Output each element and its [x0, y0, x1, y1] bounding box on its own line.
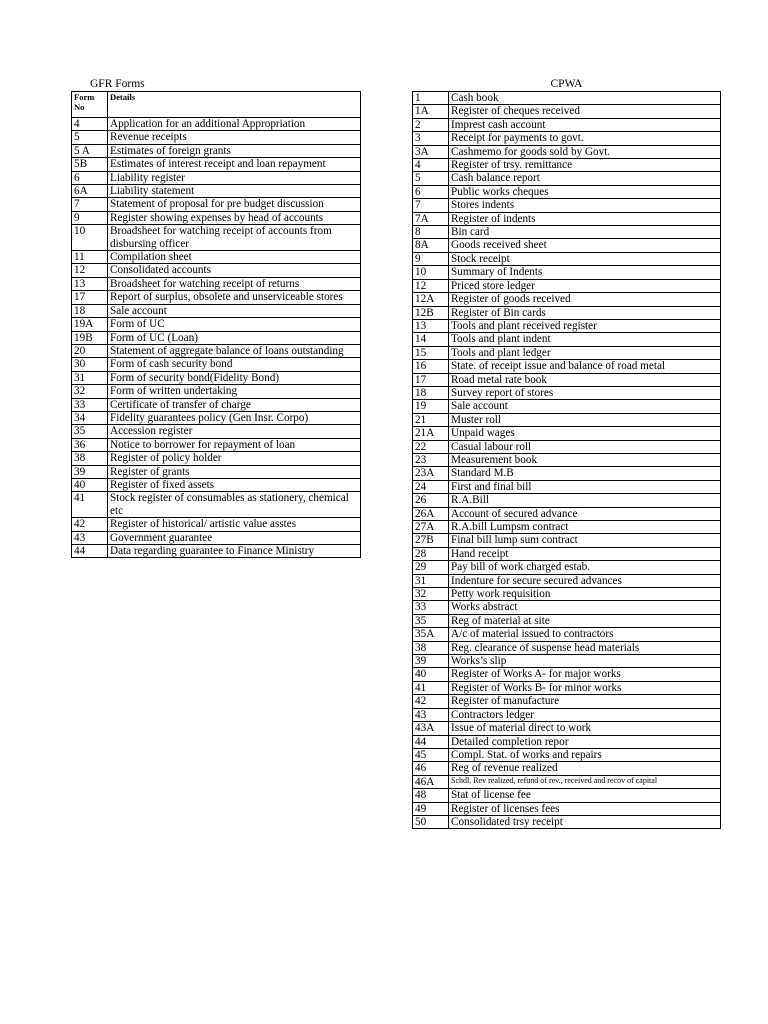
gfr-forms-section	[71, 78, 361, 558]
table-row	[72, 118, 361, 131]
table-row	[72, 385, 361, 398]
form-details-cell: Form of UC (Loan)	[108, 331, 361, 344]
form-number-cell: 16	[413, 360, 449, 373]
form-number-cell: 15	[413, 346, 449, 359]
form-details-cell: Account of secured advance	[449, 507, 721, 520]
gfr-forms-title: GFR Forms	[90, 78, 145, 90]
form-details-cell: Works’s slip	[449, 655, 721, 668]
form-number-cell: 43	[72, 531, 108, 544]
form-number-cell: 5B	[72, 158, 108, 171]
table-header-row	[72, 92, 361, 118]
form-number-cell: 39	[72, 465, 108, 478]
form-number-cell: 32	[72, 385, 108, 398]
form-details-cell: Application for an additional Appropriation	[108, 118, 361, 131]
form-number-cell: 21	[413, 413, 449, 426]
form-details-cell: Reg of revenue realized	[449, 762, 721, 775]
form-no-header: Form No	[72, 92, 108, 118]
table-row	[413, 453, 721, 466]
form-details-cell: R.A.bill Lumpsm contract	[449, 521, 721, 534]
table-row	[413, 360, 721, 373]
table-row	[72, 425, 361, 438]
table-row	[72, 438, 361, 451]
table-row	[413, 199, 721, 212]
table-row	[413, 373, 721, 386]
form-details-cell: Estimates of interest receipt and loan repayment	[108, 158, 361, 171]
form-details-cell: Liability statement	[108, 185, 361, 198]
table-row	[72, 291, 361, 304]
form-details-cell: Accession register	[108, 425, 361, 438]
form-details-cell: Receipt for payments to govt.	[449, 132, 721, 145]
form-number-cell: 8	[413, 226, 449, 239]
table-row	[72, 371, 361, 384]
form-number-cell: 17	[72, 291, 108, 304]
form-number-cell: 48	[413, 789, 449, 802]
form-details-cell: Broadsheet for watching receipt of returns	[108, 277, 361, 290]
form-number-cell: 24	[413, 480, 449, 493]
table-row	[413, 105, 721, 118]
form-number-cell: 33	[72, 398, 108, 411]
form-details-cell: Register of Works A- for major works	[449, 668, 721, 681]
form-number-cell: 12	[413, 279, 449, 292]
form-details-cell: Estimates of foreign grants	[108, 144, 361, 157]
form-number-cell: 9	[72, 211, 108, 224]
form-number-cell: 23A	[413, 467, 449, 480]
form-details-cell: A/c of material issued to contractors	[449, 628, 721, 641]
form-details-cell: Hand receipt	[449, 547, 721, 560]
table-row	[72, 465, 361, 478]
form-number-cell: 26	[413, 494, 449, 507]
form-details-cell: Petty work requisition	[449, 588, 721, 601]
table-row	[413, 172, 721, 185]
form-number-cell: 4	[413, 159, 449, 172]
form-number-cell: 35	[413, 614, 449, 627]
form-details-cell: Data regarding guarantee to Finance Ministry	[108, 545, 361, 558]
form-details-cell: Revenue receipts	[108, 131, 361, 144]
form-number-cell: 32	[413, 588, 449, 601]
form-details-cell: Stat of license fee	[449, 789, 721, 802]
table-row	[413, 346, 721, 359]
form-details-cell: Certificate of transfer of charge	[108, 398, 361, 411]
form-details-cell: Stock receipt	[449, 252, 721, 265]
table-row	[413, 467, 721, 480]
form-details-cell: Summary of Indents	[449, 266, 721, 279]
form-number-cell: 29	[413, 561, 449, 574]
form-number-cell: 10	[72, 225, 108, 251]
form-details-cell: Bin card	[449, 226, 721, 239]
form-details-cell: Compl. Stat. of works and repairs	[449, 748, 721, 761]
table-row	[413, 641, 721, 654]
form-number-cell: 43A	[413, 722, 449, 735]
form-number-cell: 23	[413, 453, 449, 466]
table-row	[72, 398, 361, 411]
form-number-cell: 50	[413, 815, 449, 828]
form-number-cell: 45	[413, 748, 449, 761]
form-details-cell: Pay bill of work charged estab.	[449, 561, 721, 574]
table-row	[413, 400, 721, 413]
form-number-cell: 3A	[413, 145, 449, 158]
table-row	[413, 185, 721, 198]
form-number-cell: 44	[413, 735, 449, 748]
form-number-cell: 7	[413, 199, 449, 212]
table-row	[413, 306, 721, 319]
form-number-cell: 42	[413, 695, 449, 708]
table-row	[72, 171, 361, 184]
table-row	[413, 561, 721, 574]
form-details-cell: Reg. clearance of suspense head materials	[449, 641, 721, 654]
form-number-cell: 49	[413, 802, 449, 815]
table-row	[72, 264, 361, 277]
table-row	[413, 118, 721, 131]
table-row	[413, 507, 721, 520]
table-row	[413, 802, 721, 815]
table-row	[413, 427, 721, 440]
table-row	[413, 159, 721, 172]
form-number-cell: 43	[413, 708, 449, 721]
form-number-cell: 27B	[413, 534, 449, 547]
form-details-cell: Consolidated trsy receipt	[449, 815, 721, 828]
table-row	[72, 304, 361, 317]
details-header: Details	[108, 92, 361, 118]
table-row	[72, 158, 361, 171]
table-row	[413, 815, 721, 828]
form-number-cell: 18	[413, 386, 449, 399]
table-row	[72, 131, 361, 144]
form-number-cell: 46	[413, 762, 449, 775]
form-number-cell: 38	[72, 452, 108, 465]
form-details-cell: Public works cheques	[449, 185, 721, 198]
form-details-cell: Statement of aggregate balance of loans outstanding	[108, 344, 361, 357]
form-number-cell: 33	[413, 601, 449, 614]
form-details-cell: Survey report of stores	[449, 386, 721, 399]
form-details-cell: Notice to borrower for repayment of loan	[108, 438, 361, 451]
table-row	[413, 628, 721, 641]
form-details-cell: Broadsheet for watching receipt of accounts from disbursing officer	[108, 225, 361, 251]
form-details-cell: Unpaid wages	[449, 427, 721, 440]
form-details-cell: Final bill lump sum contract	[449, 534, 721, 547]
table-row	[413, 655, 721, 668]
form-number-cell: 14	[413, 333, 449, 346]
table-row	[72, 251, 361, 264]
form-number-cell: 36	[72, 438, 108, 451]
table-row	[413, 708, 721, 721]
table-row	[72, 185, 361, 198]
table-row	[72, 198, 361, 211]
table-row	[413, 588, 721, 601]
form-number-cell: 44	[72, 545, 108, 558]
form-details-cell: Sale account	[108, 304, 361, 317]
table-row	[413, 293, 721, 306]
table-row	[72, 331, 361, 344]
form-number-cell: 35	[72, 425, 108, 438]
form-details-cell: Issue of material direct to work	[449, 722, 721, 735]
table-row	[72, 411, 361, 424]
form-details-cell: Muster roll	[449, 413, 721, 426]
form-number-cell: 4	[72, 118, 108, 131]
form-details-cell: Fidelity guarantees policy (Gen Insr. Corpo)	[108, 411, 361, 424]
form-details-cell: Report of surplus, obsolete and unserviceable stores	[108, 291, 361, 304]
table-row	[413, 534, 721, 547]
cpwa-forms-section	[412, 78, 721, 829]
form-number-cell: 38	[413, 641, 449, 654]
form-details-cell: Imprest cash account	[449, 118, 721, 131]
form-number-cell: 6	[72, 171, 108, 184]
table-row	[413, 279, 721, 292]
form-number-cell: 6	[413, 185, 449, 198]
form-number-cell: 42	[72, 518, 108, 531]
form-details-cell: Cash book	[449, 92, 721, 105]
form-details-cell: Stores indents	[449, 199, 721, 212]
form-number-cell: 5	[413, 172, 449, 185]
form-details-cell: Tools and plant ledger	[449, 346, 721, 359]
table-row	[413, 775, 721, 788]
table-row	[72, 358, 361, 371]
form-number-cell: 19	[413, 400, 449, 413]
form-details-cell: Standard M.B	[449, 467, 721, 480]
form-details-cell: Reg of material at site	[449, 614, 721, 627]
form-details-cell: Form of security bond(Fidelity Bond)	[108, 371, 361, 384]
form-details-cell: Statement of proposal for pre budget discussion	[108, 198, 361, 211]
form-number-cell: 19A	[72, 318, 108, 331]
form-details-cell: Register of grants	[108, 465, 361, 478]
form-number-cell: 1	[413, 92, 449, 105]
form-number-cell: 12A	[413, 293, 449, 306]
form-number-cell: 13	[413, 319, 449, 332]
form-number-cell: 10	[413, 266, 449, 279]
form-details-cell: Government guarantee	[108, 531, 361, 544]
form-details-cell: Register of licenses fees	[449, 802, 721, 815]
cpwa-forms-body	[413, 92, 721, 829]
form-number-cell: 11	[72, 251, 108, 264]
form-details-cell: Register of indents	[449, 212, 721, 225]
gfr-forms-body	[72, 118, 361, 558]
table-row	[413, 440, 721, 453]
table-row	[413, 748, 721, 761]
table-row	[72, 531, 361, 544]
form-number-cell: 41	[413, 681, 449, 694]
form-number-cell: 35A	[413, 628, 449, 641]
form-number-cell: 5 A	[72, 144, 108, 157]
form-details-cell: Register of goods received	[449, 293, 721, 306]
form-number-cell: 2	[413, 118, 449, 131]
form-number-cell: 21A	[413, 427, 449, 440]
form-details-cell: Register showing expenses by head of accounts	[108, 211, 361, 224]
gfr-forms-table	[71, 91, 361, 558]
table-row	[413, 547, 721, 560]
form-number-cell: 26A	[413, 507, 449, 520]
form-number-cell: 28	[413, 547, 449, 560]
table-row	[413, 681, 721, 694]
table-row	[413, 333, 721, 346]
form-number-cell: 5	[72, 131, 108, 144]
form-details-cell: Casual labour roll	[449, 440, 721, 453]
form-number-cell: 20	[72, 344, 108, 357]
form-number-cell: 31	[413, 574, 449, 587]
form-details-cell: Goods received sheet	[449, 239, 721, 252]
form-details-cell: Works abstract	[449, 601, 721, 614]
form-number-cell: 19B	[72, 331, 108, 344]
table-row	[413, 386, 721, 399]
table-row	[413, 722, 721, 735]
table-row	[413, 574, 721, 587]
form-number-cell: 12	[72, 264, 108, 277]
form-details-cell: Contractors ledger	[449, 708, 721, 721]
form-number-cell: 22	[413, 440, 449, 453]
form-number-cell: 31	[72, 371, 108, 384]
table-row	[413, 226, 721, 239]
form-details-cell: Cashmemo for goods sold by Govt.	[449, 145, 721, 158]
table-row	[72, 492, 361, 518]
table-row	[413, 494, 721, 507]
table-row	[413, 132, 721, 145]
form-details-cell: Register of cheques received	[449, 105, 721, 118]
form-number-cell: 39	[413, 655, 449, 668]
table-row	[72, 545, 361, 558]
form-number-cell: 17	[413, 373, 449, 386]
form-details-cell: Register of fixed assets	[108, 478, 361, 491]
table-row	[413, 413, 721, 426]
form-details-cell: R.A.Bill	[449, 494, 721, 507]
table-row	[72, 211, 361, 224]
form-number-cell: 30	[72, 358, 108, 371]
form-number-cell: 40	[413, 668, 449, 681]
form-details-cell: Measurement book	[449, 453, 721, 466]
form-details-cell: Priced store ledger	[449, 279, 721, 292]
table-row	[413, 668, 721, 681]
form-number-cell: 7	[72, 198, 108, 211]
form-number-cell: 1A	[413, 105, 449, 118]
form-details-cell: Form of UC	[108, 318, 361, 331]
form-number-cell: 40	[72, 478, 108, 491]
table-row	[413, 239, 721, 252]
table-row	[413, 480, 721, 493]
form-details-cell: Liability register	[108, 171, 361, 184]
table-row	[413, 252, 721, 265]
form-details-cell: Schdl. Rev realized, refund of rev., received and recov of capital	[449, 775, 721, 788]
table-row	[72, 478, 361, 491]
table-row	[413, 145, 721, 158]
table-row	[72, 344, 361, 357]
form-details-cell: Indenture for secure secured advances	[449, 574, 721, 587]
form-number-cell: 6A	[72, 185, 108, 198]
form-number-cell: 46A	[413, 775, 449, 788]
form-details-cell: Register of manufacture	[449, 695, 721, 708]
form-number-cell: 12B	[413, 306, 449, 319]
form-number-cell: 9	[413, 252, 449, 265]
table-row	[413, 762, 721, 775]
form-number-cell: 13	[72, 277, 108, 290]
table-row	[72, 144, 361, 157]
form-details-cell: Form of written undertaking	[108, 385, 361, 398]
table-row	[72, 452, 361, 465]
form-details-cell: Register of historical/ artistic value asstes	[108, 518, 361, 531]
form-details-cell: Tools and plant received register	[449, 319, 721, 332]
form-details-cell: Form of cash security bond	[108, 358, 361, 371]
table-row	[413, 319, 721, 332]
table-row	[413, 266, 721, 279]
form-details-cell: First and final bill	[449, 480, 721, 493]
form-details-cell: Road metal rate book	[449, 373, 721, 386]
form-details-cell: Tools and plant indent	[449, 333, 721, 346]
form-number-cell: 34	[72, 411, 108, 424]
table-row	[72, 318, 361, 331]
table-row	[413, 614, 721, 627]
form-details-cell: Register of Bin cards	[449, 306, 721, 319]
form-details-cell: Register of Works B- for minor works	[449, 681, 721, 694]
cpwa-forms-title: CPWA	[550, 78, 583, 90]
form-number-cell: 27A	[413, 521, 449, 534]
cpwa-forms-table	[412, 91, 721, 829]
table-row	[413, 789, 721, 802]
form-details-cell: Consolidated accounts	[108, 264, 361, 277]
form-number-cell: 7A	[413, 212, 449, 225]
table-row	[413, 521, 721, 534]
table-row	[413, 695, 721, 708]
form-number-cell: 18	[72, 304, 108, 317]
table-row	[72, 277, 361, 290]
form-number-cell: 8A	[413, 239, 449, 252]
table-row	[413, 212, 721, 225]
form-details-cell: State. of receipt issue and balance of road metal	[449, 360, 721, 373]
form-details-cell: Sale account	[449, 400, 721, 413]
form-details-cell: Compilation sheet	[108, 251, 361, 264]
form-number-cell: 3	[413, 132, 449, 145]
table-row	[413, 735, 721, 748]
form-details-cell: Detailed completion repor	[449, 735, 721, 748]
form-details-cell: Register of trsy. remittance	[449, 159, 721, 172]
table-row	[72, 518, 361, 531]
form-number-cell: 41	[72, 492, 108, 518]
form-details-cell: Cash balance report	[449, 172, 721, 185]
form-details-cell: Stock register of consumables as stationery, chemical etc	[108, 492, 361, 518]
table-row	[72, 225, 361, 251]
form-details-cell: Register of policy holder	[108, 452, 361, 465]
table-row	[413, 92, 721, 105]
table-row	[413, 601, 721, 614]
